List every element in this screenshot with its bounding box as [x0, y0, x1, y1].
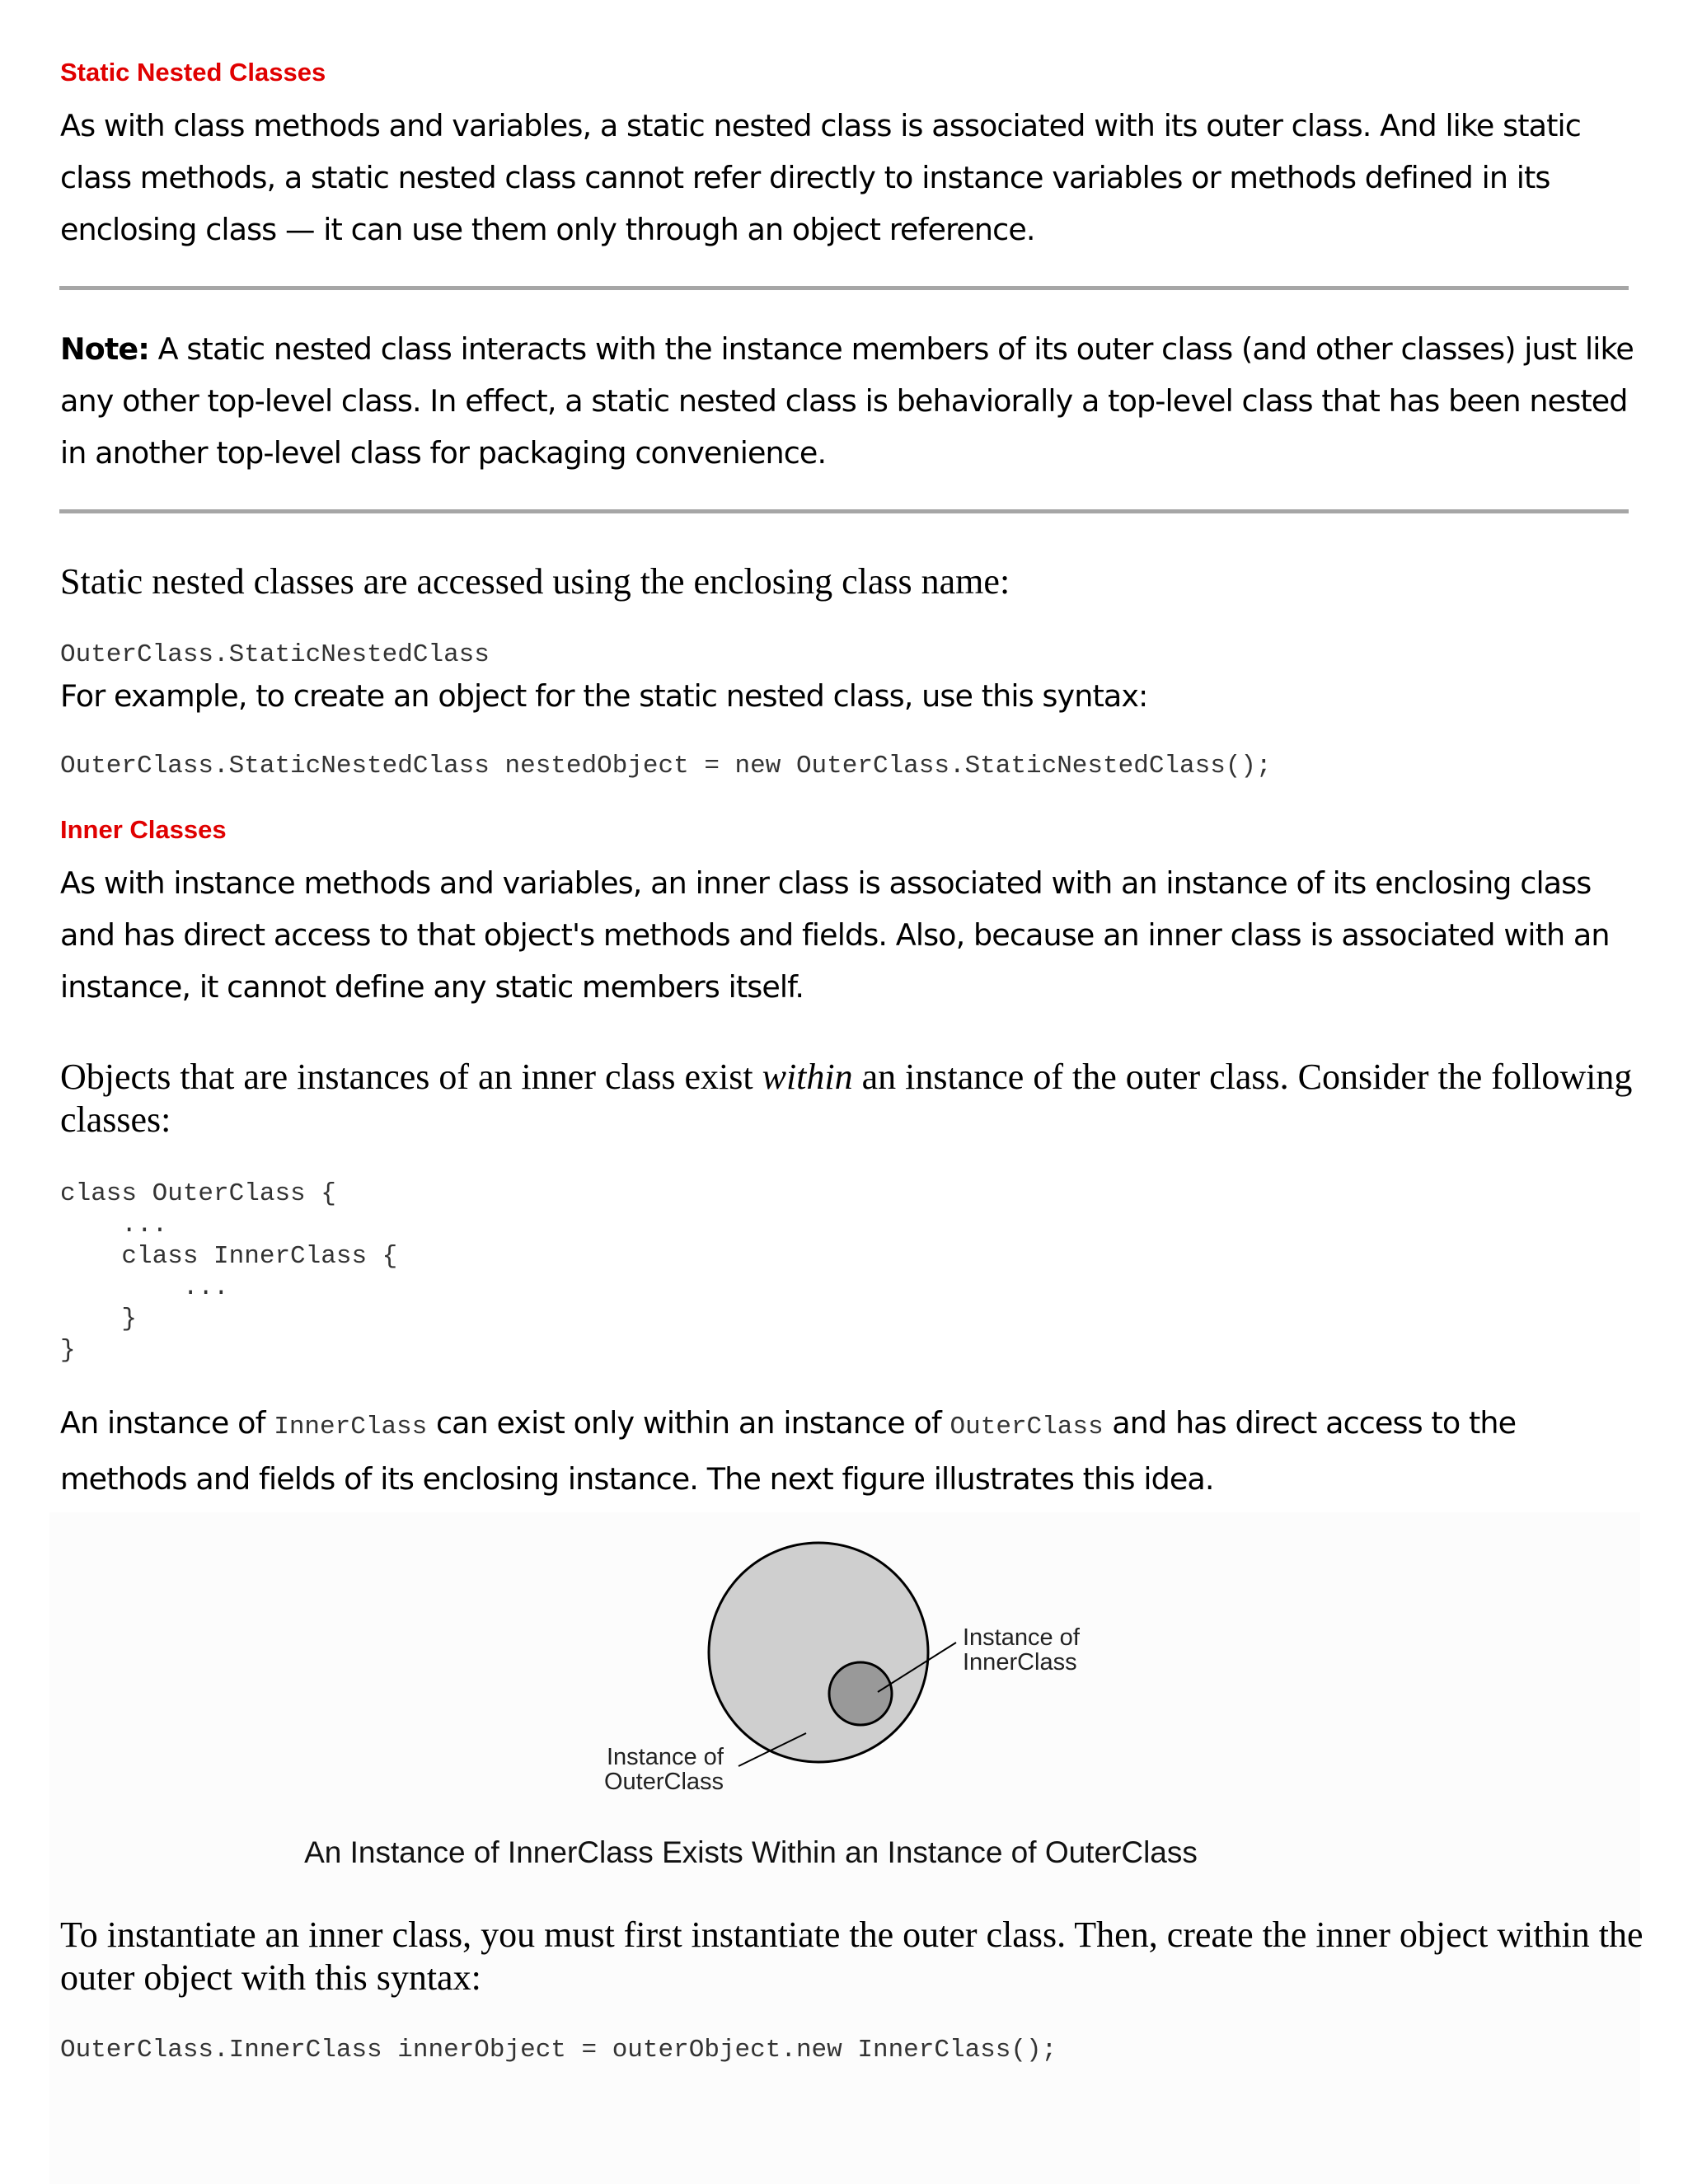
- outer-label-line2: OuterClass: [604, 1769, 724, 1795]
- outer-label-line1: Instance of: [607, 1744, 724, 1770]
- outer-class-instance-circle: [709, 1543, 928, 1762]
- note-label: Note:: [60, 331, 149, 367]
- example-paragraph: For example, to create an object for the static nested class, use this syntax:: [60, 678, 1148, 714]
- access-paragraph: Static nested classes are accessed using the enclosing class name:: [60, 561, 1010, 602]
- access-code: OuterClass.StaticNestedClass: [60, 640, 490, 669]
- inline-code-outerclass: OuterClass: [950, 1413, 1104, 1441]
- inline-code-innerclass: InnerClass: [274, 1413, 428, 1441]
- instance-paragraph: An instance of InnerClass can exist only within an instance of OuterClass and has direct access to the methods and fields of its enclosing instance. The next figure illustrates this idea.: [60, 1405, 1517, 1497]
- inner-label-line1: Instance of: [963, 1624, 1080, 1651]
- instantiate-paragraph: To instantiate an inner class, you must first instantiate the outer class. Then, create the inner object within the outer object with this syntax:: [60, 1915, 1643, 1998]
- instantiate-code: OuterClass.InnerClass innerObject = outerObject.new InnerClass();: [60, 2036, 1057, 2064]
- note-text: A static nested class interacts with the instance members of its outer class (and other classes) just like any other top-level class. In effect, a static nested class is behaviorally a top-level class that has been nested in another top-level class for packaging convenience.: [60, 331, 1634, 471]
- heading-static-nested-classes: Static Nested Classes: [60, 58, 326, 87]
- static-nested-paragraph: As with class methods and variables, a static nested class is associated with its outer class. And like static class methods, a static nested class cannot refer directly to instance variables or methods defined in its enclosing class — it can use them only through an object reference.: [60, 108, 1581, 247]
- note-paragraph: [60, 323, 1651, 479]
- emphasis-within: within: [762, 1057, 853, 1097]
- figure-caption: An Instance of InnerClass Exists Within an Instance of OuterClass: [304, 1835, 1198, 1869]
- heading-inner-classes: Inner Classes: [60, 815, 227, 844]
- note-divider-top: [59, 286, 1629, 290]
- class-code-block: class OuterClass { ... class InnerClass { ... } }: [60, 1179, 398, 1365]
- note-divider-bottom: [59, 509, 1629, 513]
- example-code: OuterClass.StaticNestedClass nestedObject = new OuterClass.StaticNestedClass();: [60, 752, 1272, 780]
- objects-paragraph: Objects that are instances of an inner class exist within an instance of the outer class. Consider the following classes:: [60, 1057, 1633, 1140]
- inner-class-paragraph: As with instance methods and variables, an inner class is associated with an instance of its enclosing class and has direct access to that object's methods and fields. Also, because an inner class is associated with an instance, it cannot define any static members itself.: [60, 865, 1610, 1005]
- inner-class-instance-circle: [829, 1662, 892, 1725]
- inner-label-line2: InnerClass: [963, 1649, 1077, 1675]
- inner-outer-instance-figure: [593, 1529, 1170, 1809]
